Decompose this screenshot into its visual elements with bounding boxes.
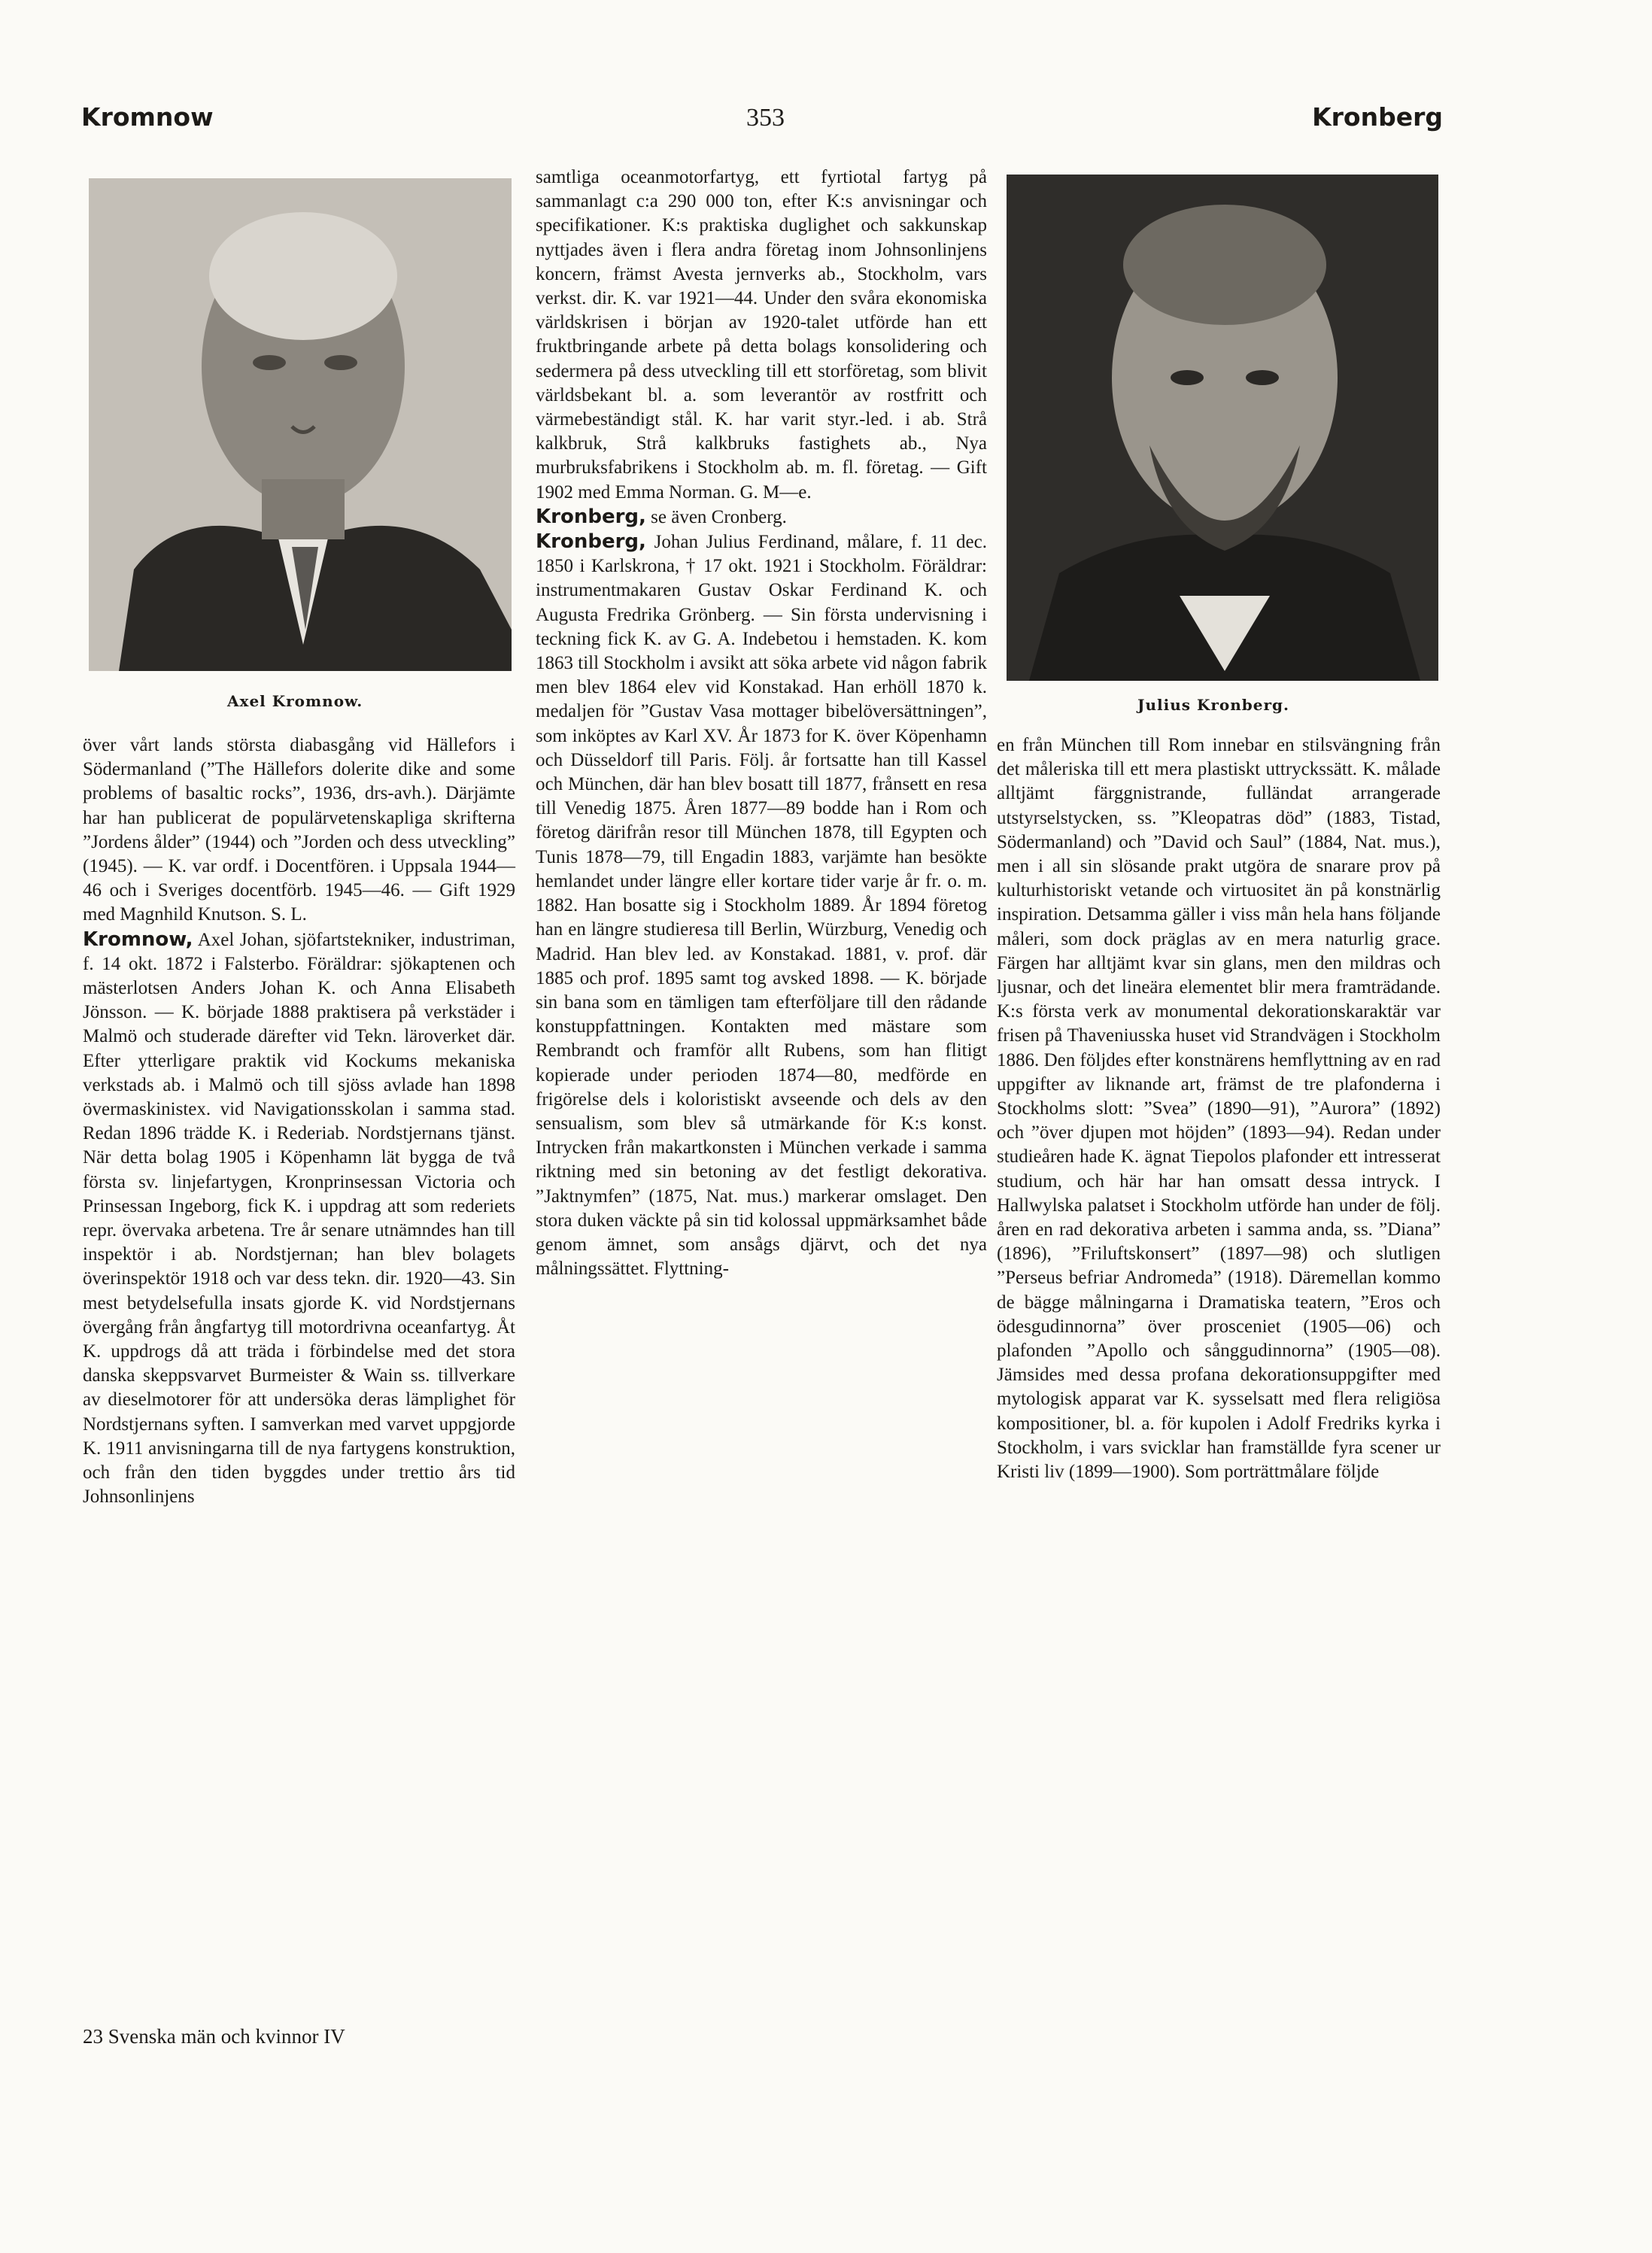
col3-paragraph-1: en från München till Rom innebar en stilsvängning från det måleriska till ett mera plastiskt uttryckssätt. K. målade alltjämt färggnistrande, fulländat arrangerade utstyrselstycken, ss. ”Kleopatras död” (1883, Tistad, Södermanland) och ”David och Saul” (1884, Nat. mus.), men i all sin slösande prakt utgöra de snarare prov på kulturhistoriskt vetande och virtuositet än på konstnärlig inspiration. Detsamma gäller i viss mån hela hans följande måleri, som dock präglas av en mera naturlig grace. Färgen har alltjämt kvar sin glans, men den mildras och ljusnar, och det lineära elementet blir mera framträdande. K:s första verk av monumental dekorationskaraktär var frisen på Thaveniusska huset vid Strandvägen i Stockholm 1886. Den följdes efter konstnärens hemflyttning av en rad uppgifter av liknande art, främst de tre plafonderna i Stockholms slott: ”Svea” (1890—91), ”Aurora” (1892) och ”över djupen mot höjden” (1893—94). Redan under studieåren hade K. ägnat Tiepolos plafonder ett intresserat studium, och här har han omsatt dessa intryck. I Hallwylska palatset i Stockholm utförde han under de följ. åren en rad dekorativa arbeten i samma anda, ss. ”Diana” (1896), ”Friluftskonsert” (1897—98) och slutligen ”Perseus befriar Andromeda” (1918). Däremellan kommo de bägge målningarna i Dramatiska teatern, ”Eros och ödesgudinnorna” över prosceniet (1905—06) och plafonden ”Apollo och sånggudinnorna” (1905—08). Jämsides med dessa profana dekorationsuppgifter med mytologisk apparat var K. sysselsatt med flera religiösa kompositioner, bl. a. för kupolen i Adolf Fredriks kyrka i Stockholm, i vars svicklar han framställde fyra scener ur Kristi liv (1899—1900). Som porträttmålare följde xyxy=(997,735,1446,1483)
col2-paragraph-2: se även Cronberg. xyxy=(645,506,787,527)
caption-julius-kronberg: Julius Kronberg. xyxy=(1137,696,1289,714)
column-middle xyxy=(536,165,992,1281)
portrait-julius-kronberg xyxy=(1007,175,1438,681)
column-right xyxy=(997,733,1446,1484)
col1-paragraph-1: över vårt lands största diabasgång vid Hällefors i Södermanland (”The Hällefors dolerite dike and some problems of basaltic rocks”, 1936, drs-avh.). Därjämte har han publicerat de populärvetenskapliga skrifterna ”Jordens ålder” (1944) och ”Jorden och dess utveckling” (1945). — K. var ordf. i Docentfören. i Uppsala 1944—46 och i Sveriges docentförb. 1945—46. — Gift 1929 med Magnhild Knutson. S. L. xyxy=(83,735,521,925)
headword-kromnow: Kromnow, xyxy=(83,928,193,951)
col2-paragraph-3: Johan Julius Ferdinand, målare, f. 11 dec. 1850 i Karlskrona, † 17 okt. 1921 i Stockholm. Föräldrar: instrumentmakaren Gustav Oskar Ferdinand K. och Augusta Fredrika Grönberg. — Sin första undervisning i teckning fick K. av G. A. Indebetou i hemstaden. K. kom 1863 till Stockholm i avsikt att söka arbete vid någon fabrik men blev 1864 elev vid Konstakad. Han erhöll 1870 k. medaljen för ”Gustav Vasa mottager bibelöversättningen”, som inköptes av Karl XV. År 1873 for K. över Köpenhamn och Düsseldorf till Paris. Följ. år fortsatte han till Kassel och München, där han blev bosatt till 1877, frånsett en resa till Venedig 1875. Åren 1877—89 bodde han i Rom och företog därifrån resor till München 1878, till Egypten och Tunis 1878—79, till Engadin 1883, varjämte han besökte hemlandet under längre eller kortare tider varje år fr. o. m. 1882. Han bosatte sig i Stockholm 1889. År 1894 företog han en längre studieresa till Berlin, Würzburg, Venedig och Madrid. Han blev led. av Konstakad. 1881, v. prof. där 1885 och prof. 1895 samt tog avsked 1898. — K. började sin bana som en tämligen tam efterföljare till den rådande konstuppfattningen. Kontakten med mästare som Rembrandt och framför allt Rubens, som han flitigt kopierade under perioden 1874—80, medförde en frigörelse dels i koloristiskt avseende och dels av den sensualism, som blev så utmärkande för K:s konst. Intrycken från makartkonsten i München verkade i samma riktning med sin betoning av det festligt dekorativa. ”Jaktnymfen” (1875, Nat. mus.) markerar omslaget. Den stora duken väckte på sin tid kolossal uppmärksamhet både genom ämnet, som ansågs djärvt, och det nya målningssättet. Flyttning- xyxy=(536,532,992,1280)
running-head-right: Kronberg xyxy=(1312,102,1443,132)
headword-kronberg: Kronberg, xyxy=(536,530,646,554)
footer-signature: 23 Svenska män och kvinnor IV xyxy=(83,2025,345,2048)
column-left xyxy=(83,733,521,1510)
headword-kronberg-see-also: Kronberg, xyxy=(536,505,646,528)
page-number: 353 xyxy=(746,104,785,132)
col2-paragraph-1: samtliga oceanmotorfartyg, ett fyrtiotal fartyg på sammanlagt c:a 290 000 ton, efter K:s anvisningar och specifikationer. K:s praktiska duglighet och sakkunskap nyttjades även i flera andra företag inom Johnsonlinjens koncern, främst Avesta jernverks ab., Stockholm, vars verkst. dir. K. var 1921—44. Under den svåra ekonomiska världskrisen i början av 1920-talet utförde han ett fruktbringande arbete på detta bolags konsolidering och sedermera på dess utveckling till ett storföretag, som blivit världsbekant bl. a. som leverantör av rostfritt och värmebeständigt stål. K. har varit styr.-led. i ab. Strå kalkbruk, Strå kalkbruks fastighets ab., Nya murbruksfabrikens i Stockholm ab. m. fl. företag. — Gift 1902 med Emma Norman. G. M—e. xyxy=(536,167,992,503)
caption-axel-kromnow: Axel Kromnow. xyxy=(227,692,363,710)
running-head-left: Kromnow xyxy=(81,102,214,132)
portrait-axel-kromnow xyxy=(89,178,512,671)
col1-paragraph-2: Axel Johan, sjöfartstekniker, industriman, f. 14 okt. 1872 i Falsterbo. Föräldrar: sjökaptenen och mästerlotsen Anders Johan K. och Anna Elisabeth Jönsson. — K. började 1888 praktisera på verkstäder i Malmö och studerade därefter vid Tekn. läroverket där. Efter ytterligare praktik vid Kockums mekaniska verkstads ab. i Malmö och till sjöss avlade han 1898 övermaskinistex. vid Navigationsskolan i samma stad. Redan 1896 trädde K. i Rederiab. Nordstjernans tjänst. När detta bolag 1905 i Köpenhamn lät bygga de två första sv. linjefartygen, Kronprinsessan Victoria och Prinsessan Ingeborg, fick K. i uppdrag att som rederiets repr. övervaka arbetena. Tre år senare utnämndes han till inspektör i ab. Nordstjernan; han blev bolagets överinspektör 1918 och var dess tekn. dir. 1920—43. Sin mest betydelsefulla insats gjorde K. vid Nordstjernans övergång från ångfartyg till motordrivna oceanfartyg. Åt K. uppdrogs då att träda i förbindelse med det stora danska skeppsvarvet Burmeister & Wain ss. tillverkare av dieselmotorer för att undersöka deras lämplighet för Nordstjernans syften. I samverkan med varvet uppgjorde K. 1911 anvisningarna till de nya fartygens konstruktion, och från den tiden byggdes under trettio års tid Johnsonlinjens xyxy=(83,929,521,1508)
